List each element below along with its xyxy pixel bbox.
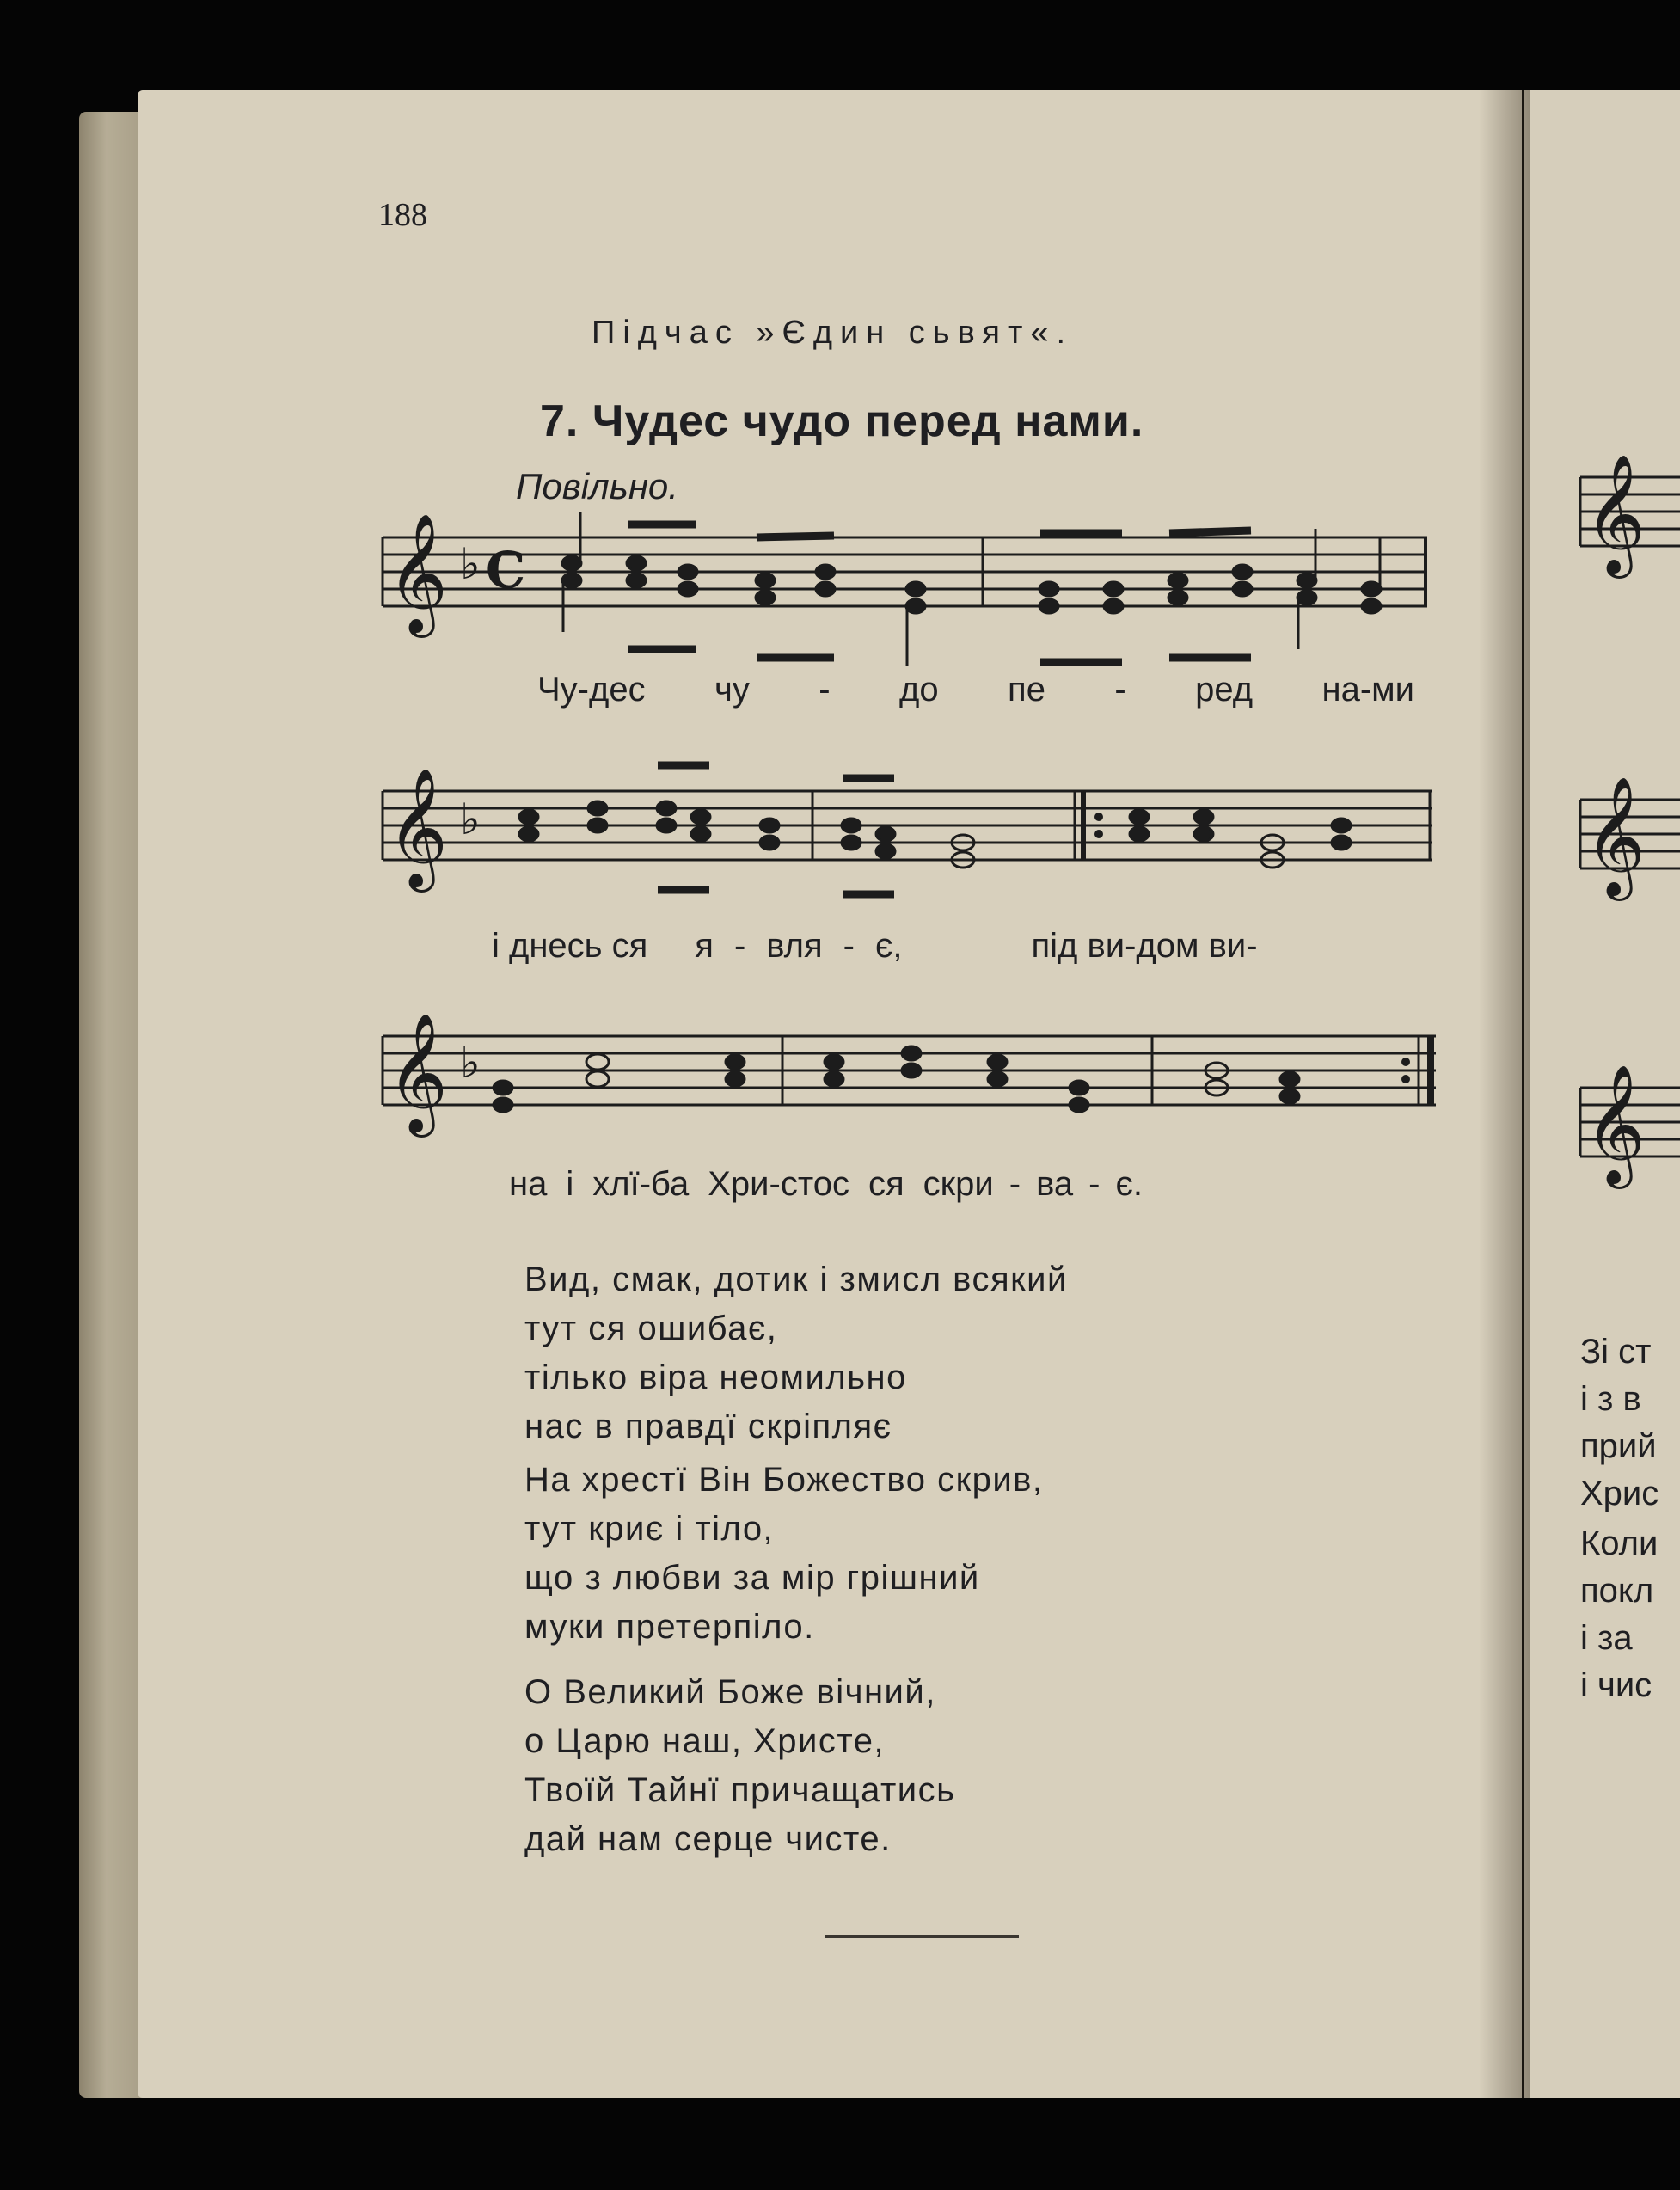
verse-line: тілько віра неомильно bbox=[524, 1359, 907, 1396]
lyric-syllable: і bbox=[566, 1165, 574, 1203]
right-staff-2 bbox=[1580, 774, 1680, 896]
flat-sign: ♭ bbox=[460, 539, 481, 589]
lyric-syllable: і днесь ся bbox=[492, 927, 648, 965]
lyric-syllable: є. bbox=[1115, 1165, 1143, 1203]
lyric-syllable: - bbox=[733, 927, 746, 965]
page-number: 188 bbox=[378, 197, 427, 233]
music-staff-2 bbox=[378, 761, 1436, 933]
treble-clef-icon: 𝄞 bbox=[387, 1013, 448, 1132]
lyric-line-3 bbox=[509, 1165, 1143, 1204]
hymn-title: 7. Чудес чудо перед нами. bbox=[540, 396, 1144, 446]
verse-line: тут криє і тіло, bbox=[524, 1510, 775, 1548]
flat-sign: ♭ bbox=[460, 1038, 481, 1088]
lyric-syllable: - bbox=[1114, 671, 1126, 709]
verse-line: Вид, смак, дотик і змисл всякий bbox=[524, 1261, 1068, 1298]
tempo-marking: Повільно. bbox=[516, 466, 678, 506]
lyric-syllable: під ви-дом ви- bbox=[1031, 927, 1258, 965]
treble-clef-icon: 𝄞 bbox=[387, 768, 448, 887]
lyric-syllable: - bbox=[819, 671, 831, 709]
right-verse-line: і за bbox=[1580, 1619, 1633, 1657]
lyric-syllable: на-ми bbox=[1321, 671, 1414, 709]
lyric-syllable: ва bbox=[1036, 1165, 1074, 1203]
lyric-syllable: до bbox=[899, 671, 939, 709]
lyric-syllable: - bbox=[843, 927, 855, 965]
verse-line: На хрестї Він Божество скрив, bbox=[524, 1461, 1044, 1499]
verse-line: тут ся ошибає, bbox=[524, 1310, 778, 1347]
verse-line: О Великий Боже вічний, bbox=[524, 1673, 936, 1711]
lyric-syllable: - bbox=[1009, 1165, 1021, 1203]
lyric-syllable: Чу-дес bbox=[537, 671, 646, 709]
right-page-verse-2 bbox=[1580, 1520, 1680, 1709]
treble-clef-icon: 𝄞 bbox=[1585, 1064, 1646, 1184]
lyric-syllable: Хри-стос bbox=[708, 1165, 849, 1203]
lyric-syllable: скри bbox=[923, 1165, 994, 1203]
treble-clef-icon: 𝄞 bbox=[1585, 454, 1646, 574]
verse-line: Твоїй Тайнї причащатись bbox=[524, 1771, 956, 1809]
right-verse-line: Зі ст bbox=[1580, 1333, 1652, 1371]
lyric-syllable: хлї-ба bbox=[592, 1165, 690, 1203]
end-divider bbox=[825, 1935, 1019, 1938]
lyric-syllable: ся bbox=[868, 1165, 904, 1203]
lyric-syllable: ред bbox=[1195, 671, 1254, 709]
lyric-syllable: є, bbox=[874, 927, 903, 965]
verse-line: о Царю наш, Христе, bbox=[524, 1722, 886, 1760]
lyric-line-2 bbox=[492, 927, 1258, 966]
treble-clef-icon: 𝄞 bbox=[1585, 776, 1646, 896]
treble-clef-icon: 𝄞 bbox=[387, 513, 448, 633]
verse-line: нас в правдї скріпляє bbox=[524, 1408, 892, 1445]
right-staff-3 bbox=[1580, 1062, 1680, 1184]
right-verse-line: Коли bbox=[1580, 1524, 1659, 1562]
lyric-syllable: вля bbox=[766, 927, 823, 965]
right-verse-line: і чис bbox=[1580, 1666, 1652, 1704]
verse-line: дай нам серце чисте. bbox=[524, 1820, 892, 1858]
music-staff-3 bbox=[378, 1010, 1444, 1182]
lyric-syllable: - bbox=[1088, 1165, 1101, 1203]
verse-line: муки претерпіло. bbox=[524, 1608, 815, 1646]
section-heading: Підчас »Єдин сьвят«. bbox=[592, 315, 1074, 351]
right-verse-line: і з в bbox=[1580, 1380, 1641, 1418]
right-page-verse-1 bbox=[1580, 1328, 1680, 1518]
lyric-syllable: я bbox=[695, 927, 714, 965]
lyric-syllable: чу bbox=[714, 671, 750, 709]
book-gutter bbox=[1479, 90, 1530, 2098]
right-verse-line: покл bbox=[1580, 1572, 1654, 1610]
lyric-syllable: на bbox=[509, 1165, 548, 1203]
verse-line: що з любви за мір грішний bbox=[524, 1559, 980, 1597]
common-time-icon: C bbox=[486, 541, 526, 599]
right-verse-line: прий bbox=[1580, 1427, 1657, 1465]
flat-sign: ♭ bbox=[460, 794, 481, 844]
verse-1 bbox=[524, 1255, 1068, 1451]
verse-2 bbox=[524, 1456, 1044, 1652]
verse-3 bbox=[524, 1668, 955, 1864]
right-staff-1 bbox=[1580, 451, 1680, 574]
lyric-line-1 bbox=[537, 671, 1414, 709]
lyric-syllable: пе bbox=[1008, 671, 1045, 709]
right-verse-line: Хрис bbox=[1580, 1475, 1659, 1512]
